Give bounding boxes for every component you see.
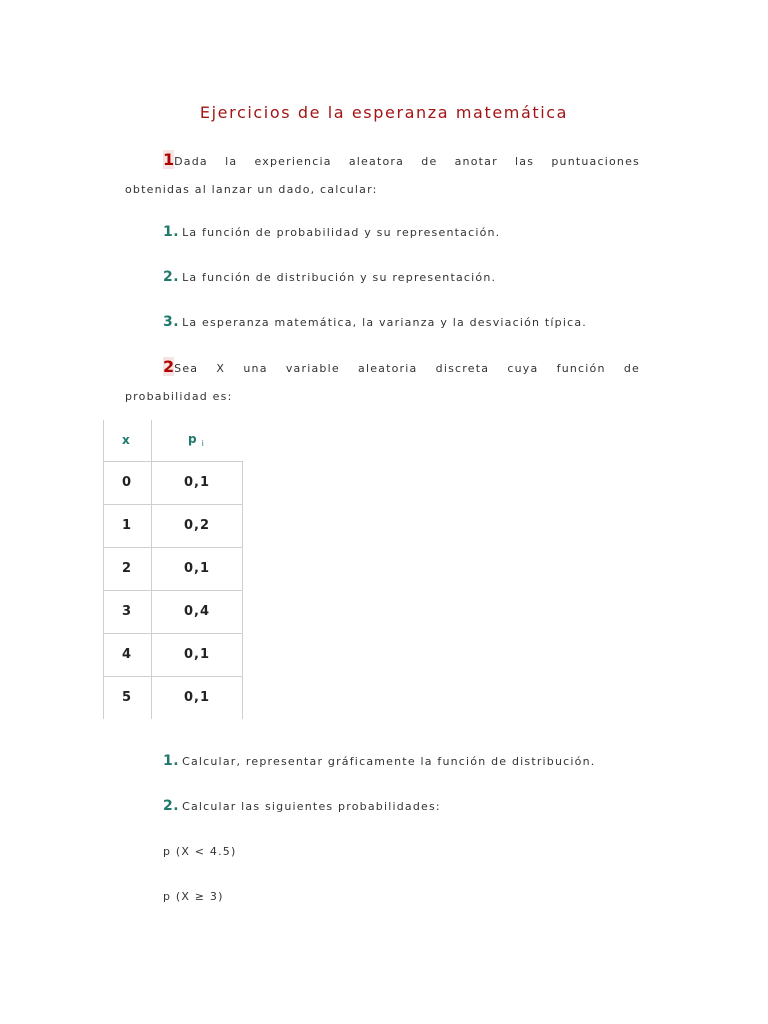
cell-p: 0,4 <box>152 590 243 633</box>
exercise-1-text-line-1: Dada la experiencia aleatora de anotar las puntuaciones <box>174 155 640 168</box>
cell-p: 0,1 <box>152 461 243 504</box>
cell-p: 0,1 <box>152 547 243 590</box>
item-number: 3. <box>163 314 180 330</box>
cell-x: 3 <box>104 590 152 633</box>
exercise-2-text-line-2: probabilidad es: <box>125 390 233 403</box>
cell-x: 1 <box>104 504 152 547</box>
exercise-1-statement <box>125 146 640 204</box>
table-row <box>104 590 243 633</box>
item-text: Calcular, representar gráficamente la función de distribución. <box>182 755 596 768</box>
exercise-1-item-1 <box>163 224 500 240</box>
item-number: 2. <box>163 798 180 814</box>
header-p <box>152 420 243 461</box>
table-header-row <box>104 420 243 461</box>
header-p-label: p <box>188 432 198 447</box>
cell-x: 5 <box>104 676 152 719</box>
probability-expression-1: p (X < 4.5) <box>163 845 237 858</box>
cell-p: 0,1 <box>152 633 243 676</box>
exercise-2-text-line-1: Sea X una variable aleatoria discreta cuya función de <box>174 362 640 375</box>
cell-x: 2 <box>104 547 152 590</box>
cell-x: 4 <box>104 633 152 676</box>
item-text: Calcular las siguientes probabilidades: <box>182 800 441 813</box>
exercise-1-number: 1 <box>163 150 175 169</box>
exercise-2-number: 2 <box>163 357 175 376</box>
item-text: La función de probabilidad y su representación. <box>182 226 501 239</box>
exercise-1-item-2 <box>163 269 496 285</box>
item-number: 2. <box>163 269 180 285</box>
item-number: 1. <box>163 224 180 240</box>
header-x: x <box>104 420 152 461</box>
table-row <box>104 676 243 719</box>
cell-p: 0,2 <box>152 504 243 547</box>
cell-x: 0 <box>104 461 152 504</box>
header-p-subscript: i <box>201 439 205 449</box>
exercise-2-line-1 <box>125 353 640 383</box>
table-row <box>104 547 243 590</box>
exercise-1-item-3 <box>163 314 587 330</box>
probability-expression-2: p (X ≥ 3) <box>163 890 224 903</box>
page-title: Ejercicios de la esperanza matemática <box>199 103 569 122</box>
exercise-2-item-1 <box>163 753 595 769</box>
item-text: La función de distribución y su representación. <box>182 271 497 284</box>
table-row <box>104 633 243 676</box>
table-row <box>104 504 243 547</box>
exercise-2-statement <box>125 353 640 411</box>
item-text: La esperanza matemática, la varianza y la desviación típica. <box>182 316 587 329</box>
exercise-2-item-2 <box>163 798 441 814</box>
table-row <box>104 461 243 504</box>
item-number: 1. <box>163 753 180 769</box>
exercise-1-line-1 <box>125 146 640 176</box>
exercise-1-text-line-2: obtenidas al lanzar un dado, calcular: <box>125 183 378 196</box>
cell-p: 0,1 <box>152 676 243 719</box>
probability-table <box>103 420 243 719</box>
